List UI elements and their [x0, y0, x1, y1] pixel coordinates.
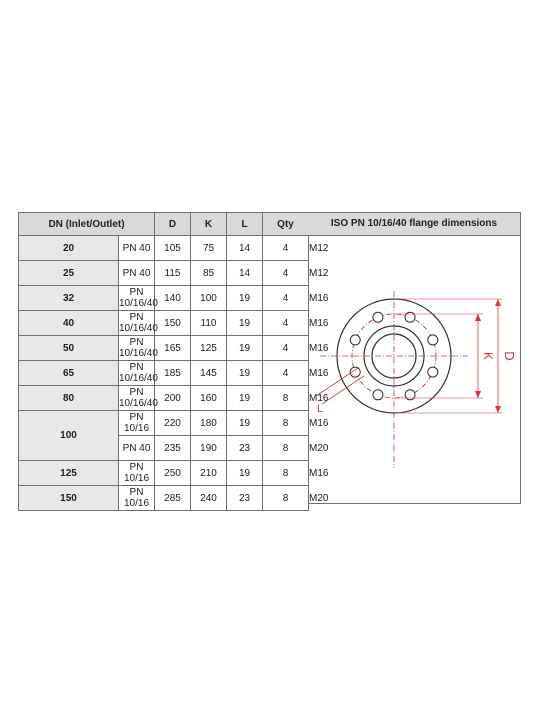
l-cell: 23	[227, 486, 263, 511]
flange-dimensions-table	[18, 212, 329, 511]
dn-cell: 125	[19, 461, 119, 486]
table-row: 125 PN 10/16 250 210 19 8 M16	[19, 461, 309, 486]
header-qty: Qty	[263, 213, 309, 236]
qty-cell: 4	[263, 336, 309, 361]
qty-cell: 4	[263, 236, 309, 261]
pressure-cell: PN 10/16	[119, 411, 155, 436]
d-cell: 115	[155, 261, 191, 286]
bolt-hole	[405, 390, 415, 400]
d-cell: 285	[155, 486, 191, 511]
dn-cell: 25	[19, 261, 119, 286]
l-cell: 19	[227, 386, 263, 411]
bolt-hole	[373, 390, 383, 400]
dn-cell: 65	[19, 361, 119, 386]
l-leader-line-1	[316, 368, 358, 396]
table-row: 20 PN 40 105 75 14 4 M12	[19, 236, 309, 261]
dn-cell: 20	[19, 236, 119, 261]
l-label: L	[316, 403, 324, 415]
l-cell: 19	[227, 461, 263, 486]
table-row: 50 PN 10/16/40 165 125 19 4 M16	[19, 336, 309, 361]
table-row: 32 PN 10/16/40 140 100 19 4 M16	[19, 286, 309, 311]
bolt-hole	[373, 312, 383, 322]
flange-drawing	[308, 236, 520, 504]
k-cell: 160	[191, 386, 227, 411]
header-l: L	[227, 213, 263, 236]
header-d: D	[155, 213, 191, 236]
bolt-hole	[405, 312, 415, 322]
d-cell: 235	[155, 436, 191, 461]
diagram-title: ISO PN 10/16/40 flange dimensions	[308, 213, 520, 236]
l-cell: 23	[227, 436, 263, 461]
d-cell: 250	[155, 461, 191, 486]
d-cell: 200	[155, 386, 191, 411]
k-cell: 180	[191, 411, 227, 436]
pressure-cell: PN 10/16/40	[119, 287, 158, 309]
pressure-cell: PN 10/16/40	[119, 362, 158, 384]
dn-cell: 100	[19, 411, 119, 461]
table-row: PN 40 235 190 23 8 M20	[19, 436, 309, 461]
k-cell: 75	[191, 236, 227, 261]
dn-cell: 80	[19, 386, 119, 411]
l-cell: 19	[227, 286, 263, 311]
l-cell: 19	[227, 311, 263, 336]
pressure-cell: PN 40	[119, 236, 155, 261]
table-row: 150 PN 10/16 285 240 23 8 M20	[19, 486, 309, 511]
k-arrow-bottom	[475, 391, 481, 398]
dn-cell: 40	[19, 311, 119, 336]
pressure-cell: PN 10/16	[119, 486, 155, 511]
header-dn: DN (Inlet/Outlet)	[19, 213, 155, 236]
d-cell: 150	[155, 311, 191, 336]
diagram-panel	[308, 212, 521, 504]
k-cell: 190	[191, 436, 227, 461]
d-cell: 220	[155, 411, 191, 436]
bolt-hole	[428, 367, 438, 377]
table-row: 65 PN 10/16/40 185 145 19 4 M16	[19, 361, 309, 386]
d-label: D	[502, 351, 517, 361]
k-cell: 145	[191, 361, 227, 386]
k-cell: 210	[191, 461, 227, 486]
l-cell: 19	[227, 336, 263, 361]
k-cell: 125	[191, 336, 227, 361]
qty-cell: 8	[263, 411, 309, 436]
qty-cell: 8	[263, 386, 309, 411]
dn-cell: 32	[19, 286, 119, 311]
qty-cell: 4	[263, 261, 309, 286]
k-cell: 110	[191, 311, 227, 336]
qty-cell: 8	[263, 461, 309, 486]
d-cell: 165	[155, 336, 191, 361]
pressure-cell: PN 10/16/40	[119, 312, 158, 334]
table-row: 80 PN 10/16/40 200 160 19 8 M16	[19, 386, 309, 411]
l-cell: 14	[227, 236, 263, 261]
bolt-hole	[428, 335, 438, 345]
flange-sheet	[18, 212, 522, 509]
qty-cell: 4	[263, 361, 309, 386]
header-k: K	[191, 213, 227, 236]
table-header-row	[19, 213, 309, 236]
k-cell: 85	[191, 261, 227, 286]
qty-cell: 4	[263, 311, 309, 336]
d-arrow-bottom	[495, 406, 501, 413]
d-arrow-top	[495, 299, 501, 306]
pressure-cell: PN 10/16/40	[119, 337, 158, 359]
bolt-hole	[350, 335, 360, 345]
l-cell: 19	[227, 361, 263, 386]
pressure-cell: PN 40	[119, 261, 155, 286]
d-cell: 185	[155, 361, 191, 386]
k-label: K	[481, 351, 495, 361]
dn-cell: 150	[19, 486, 119, 511]
d-cell: 105	[155, 236, 191, 261]
l-cell: 14	[227, 261, 263, 286]
qty-cell: 8	[263, 486, 309, 511]
qty-cell: 4	[263, 286, 309, 311]
pressure-cell: PN 40	[119, 436, 155, 461]
qty-cell: 8	[263, 436, 309, 461]
pressure-cell: PN 10/16	[119, 461, 155, 486]
d-cell: 140	[155, 286, 191, 311]
table-row: 25 PN 40 115 85 14 4 M12	[19, 261, 309, 286]
k-arrow-top	[475, 314, 481, 321]
table-row: 100 PN 10/16 220 180 19 8 M16	[19, 411, 309, 436]
pressure-cell: PN 10/16/40	[119, 387, 158, 409]
dn-cell: 50	[19, 336, 119, 361]
k-cell: 240	[191, 486, 227, 511]
k-cell: 100	[191, 286, 227, 311]
l-cell: 19	[227, 411, 263, 436]
table-row: 40 PN 10/16/40 150 110 19 4 M16	[19, 311, 309, 336]
